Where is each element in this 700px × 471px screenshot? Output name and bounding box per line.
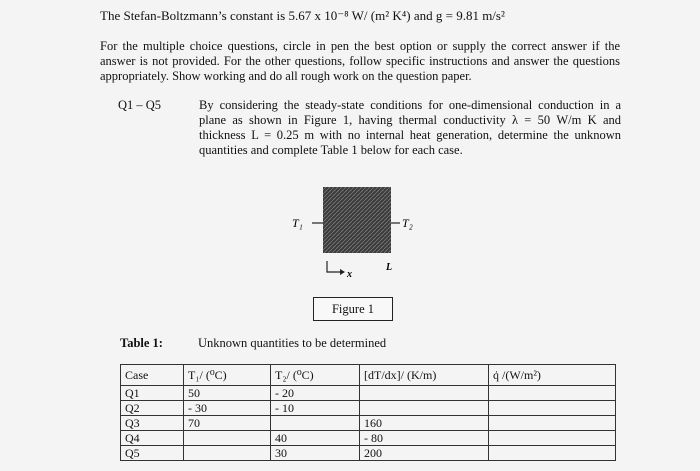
table-row (121, 431, 616, 446)
cell-t1: - 30 (184, 401, 271, 416)
x-axis-arrow (327, 261, 340, 272)
table-row (121, 401, 616, 416)
figure-1-diagram (280, 185, 440, 285)
cell-t2: - 10 (271, 401, 360, 416)
t1-label: T₁ (292, 216, 303, 230)
l-label: L (386, 262, 393, 273)
cell-gradient: 160 (360, 416, 489, 431)
constants-line: The Stefan-Boltzmann’s constant is 5.67 x 10⁻⁸ W/ (m² K⁴) and g = 9.81 m/s² (100, 8, 505, 23)
table-label: Table 1: (120, 336, 163, 350)
cell-case: Q3 (121, 416, 184, 431)
x-label: x (347, 269, 352, 280)
table-caption: Unknown quantities to be determined (198, 336, 387, 350)
cell-case: Q2 (121, 401, 184, 416)
x-arrow-head (340, 269, 345, 275)
wall-diagram (280, 185, 440, 285)
cell-case: Q4 (121, 431, 184, 446)
cell-t1[interactable] (184, 431, 271, 446)
cell-heat-flux[interactable] (489, 416, 616, 431)
table-row (121, 446, 616, 461)
cell-gradient[interactable] (360, 401, 489, 416)
table-row (121, 416, 616, 431)
table-row (121, 386, 616, 401)
cell-heat-flux[interactable] (489, 446, 616, 461)
cell-heat-flux[interactable] (489, 401, 616, 416)
t2-label: T₂ (402, 216, 413, 230)
header-t2: T₂/ (⁰C) (271, 365, 360, 386)
question-label: Q1 – Q5 (118, 98, 162, 112)
cell-heat-flux[interactable] (489, 431, 616, 446)
header-heat-flux: q̇ /(W/m²) (489, 365, 616, 386)
instructions-paragraph: For the multiple choice questions, circle in pen the best option or supply the correct answer if the answer is not provided. For the other questions, follow specific instructions and answer the questions appropriately. Show working and do all rough work on the question paper. (100, 39, 620, 83)
cell-gradient[interactable] (360, 386, 489, 401)
figure-caption: Figure 1 (313, 297, 393, 321)
unknowns-table (120, 364, 616, 461)
wall-block (323, 187, 391, 253)
header-t1: T₁/ (⁰C) (184, 365, 271, 386)
cell-t1: 70 (184, 416, 271, 431)
cell-t2: 30 (271, 446, 360, 461)
cell-heat-flux[interactable] (489, 386, 616, 401)
cell-t2: 40 (271, 431, 360, 446)
cell-gradient: 200 (360, 446, 489, 461)
cell-case: Q5 (121, 446, 184, 461)
header-gradient: [dT/dx]/ (K/m) (360, 365, 489, 386)
cell-case: Q1 (121, 386, 184, 401)
header-case: Case (121, 365, 184, 386)
cell-gradient: - 80 (360, 431, 489, 446)
cell-t2[interactable] (271, 416, 360, 431)
question-text: By considering the steady-state conditions for one-dimensional conduction in a plane as shown in Figure 1, having thermal conductivity λ = 50 W/m K and thickness L = 0.25 m with no internal heat generation, determine the unknown quantities and complete Table 1 below for each case. (199, 98, 621, 157)
cell-t2: - 20 (271, 386, 360, 401)
cell-t1: 50 (184, 386, 271, 401)
cell-t1[interactable] (184, 446, 271, 461)
table-header-row (121, 365, 616, 386)
